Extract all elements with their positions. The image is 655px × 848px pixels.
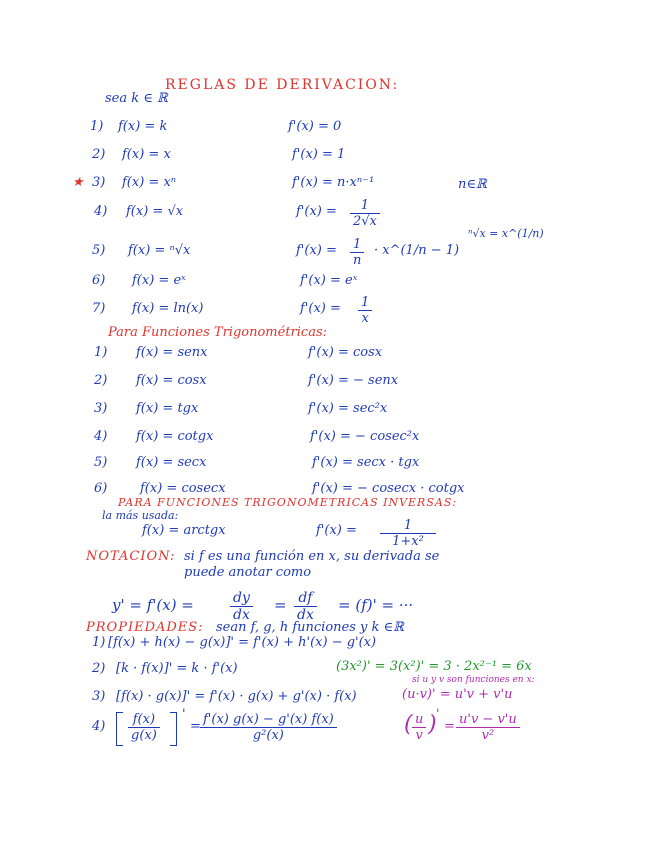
left-bracket [116,712,123,746]
notation-dy-dx-fraction [230,590,253,623]
trig-rule-number: 1) [94,345,108,360]
property-note: si u y v son funciones en x: [412,675,535,685]
rule-derivative-prefix: f'(x) = [300,301,341,316]
fraction-denominator: 2√x [353,214,377,229]
example-lhs-fraction [412,712,426,743]
notation-df-dx-fraction [294,590,317,623]
rule-derivative: f'(x) = eˣ [300,273,358,288]
rule-number: 4) [94,204,108,219]
trig-rule-function: f(x) = secx [136,455,207,470]
property-formula: [f(x) + h(x) − g(x)]' = f'(x) + h'(x) − g'(x) [108,635,377,650]
rule-function: f(x) = ln(x) [132,301,204,316]
property-example: (3x²)' = 3(x²)' = 3 · 2x²⁻¹ = 6x [336,659,532,674]
prime-mark: ' [182,707,186,722]
rule-function: f(x) = k [118,119,168,134]
trig-rule-number: 5) [94,455,108,470]
notation-rest: = (f)' = ··· [338,596,414,614]
inverse-subheading: la más usada: [102,509,179,522]
fraction-numerator: 1 [360,198,370,213]
equals-sign: = [190,719,201,734]
trig-rule-derivative: f'(x) = − cosec²x [310,429,420,444]
fraction-denominator: dx [297,607,314,623]
root-note: ⁿ√x = x^(1/n) [468,227,544,240]
rule-derivative-fraction [358,295,372,326]
property-number: 4) [92,719,106,734]
fraction-denominator: 1+x² [392,534,424,549]
properties-text: sean f, g, h funciones y k ∈ℝ [216,620,404,635]
intro-text: sea k ∈ ℝ [105,91,168,106]
rule-derivative-suffix: · x^(1/n − 1) [374,243,460,258]
fraction-numerator: 1 [361,295,370,310]
rule-number: 2) [92,147,106,162]
inverse-function: f(x) = arctgx [142,523,226,538]
rule-number: 1) [90,119,104,134]
property-formula: [f(x) · g(x)]' = f'(x) · g(x) + g'(x) · f(x) [116,689,357,704]
rule-derivative-fraction [350,198,380,229]
rule-derivative: f'(x) = 0 [288,119,342,134]
example-equals: = [444,719,455,734]
property-number: 3) [92,689,106,704]
quotient-rhs-fraction [200,712,337,743]
trig-rule-derivative: f'(x) = cosx [308,345,383,360]
example-open-paren: ( [404,712,413,737]
rule-derivative-prefix: f'(x) = [296,204,337,219]
rule-function: f(x) = x [122,147,171,162]
right-bracket [170,712,177,746]
trig-rule-function: f(x) = cosx [136,373,207,388]
trig-heading: Para Funciones Trigonométricas: [108,325,328,340]
fraction-numerator: 1 [403,518,413,533]
rule-function: f(x) = √x [126,204,184,219]
trig-rule-function: f(x) = cosecx [140,481,226,496]
fraction-denominator: x [361,311,369,326]
notation-lhs: y' = f'(x) = [112,596,194,614]
fraction-numerator: df [298,590,313,606]
property-number: 1) [92,635,106,650]
rule-derivative-fraction [350,237,364,268]
rule-derivative: f'(x) = n·xⁿ⁻¹ [292,175,375,190]
notation-text-line-1: si f es una función en x, su derivada se [184,549,440,564]
trig-rule-number: 3) [94,401,108,416]
fraction-numerator: dy [233,590,250,606]
rule-number: 3) [92,175,106,190]
property-number: 2) [92,661,106,676]
fraction-numerator: f(x) [132,712,156,727]
trig-rule-function: f(x) = senx [136,345,208,360]
star-marker: ★ [72,175,84,190]
property-example: (u·v)' = u'v + v'u [402,687,513,702]
trig-rule-number: 2) [94,373,108,388]
trig-rule-function: f(x) = cotgx [136,429,214,444]
fraction-denominator: g²(x) [252,728,284,743]
quotient-lhs-fraction [128,712,160,743]
fraction-numerator: 1 [353,237,362,252]
inverse-derivative-fraction [380,518,436,549]
notation-text-line-2: puede anotar como [184,565,312,580]
inverse-heading: PARA FUNCIONES TRIGONOMETRICAS INVERSAS: [118,496,458,509]
fraction-denominator: v² [481,728,495,743]
rule-function: f(x) = eˣ [132,273,186,288]
fraction-numerator: u'v − v'u [459,712,517,727]
inverse-derivative-prefix: f'(x) = [316,523,357,538]
trig-rule-derivative: f'(x) = − senx [308,373,399,388]
notation-equals: = [274,596,287,614]
example-rhs-fraction [456,712,520,743]
rule-number: 6) [92,273,106,288]
fraction-denominator: v [415,728,423,743]
fraction-denominator: dx [233,607,250,623]
trig-rule-function: f(x) = tgx [136,401,199,416]
trig-rule-derivative: f'(x) = sec²x [308,401,388,416]
properties-label: PROPIEDADES: [86,620,204,635]
example-prime: ' [436,707,440,722]
rule-derivative: f'(x) = 1 [292,147,346,162]
trig-rule-derivative: f'(x) = secx · tgx [312,455,420,470]
rule-number: 5) [92,243,106,258]
example-close-paren: ) [428,712,437,737]
fraction-numerator: u [415,712,424,727]
rule-number: 7) [92,301,106,316]
trig-rule-number: 6) [94,481,108,496]
fraction-numerator: f'(x) g(x) − g'(x) f(x) [203,712,334,727]
rule-note: n∈ℝ [458,177,487,192]
trig-rule-derivative: f'(x) = − cosecx · cotgx [312,481,465,496]
rule-derivative-prefix: f'(x) = [296,243,337,258]
fraction-denominator: n [353,253,362,268]
page-title: REGLAS DE DERIVACION: [165,77,400,93]
rule-function: f(x) = xⁿ [122,175,177,190]
trig-rule-number: 4) [94,429,108,444]
notation-label: NOTACION: [86,549,176,564]
rule-function: f(x) = ⁿ√x [128,243,191,258]
property-formula: [k · f(x)]' = k · f'(x) [116,661,238,676]
fraction-denominator: g(x) [131,728,157,743]
